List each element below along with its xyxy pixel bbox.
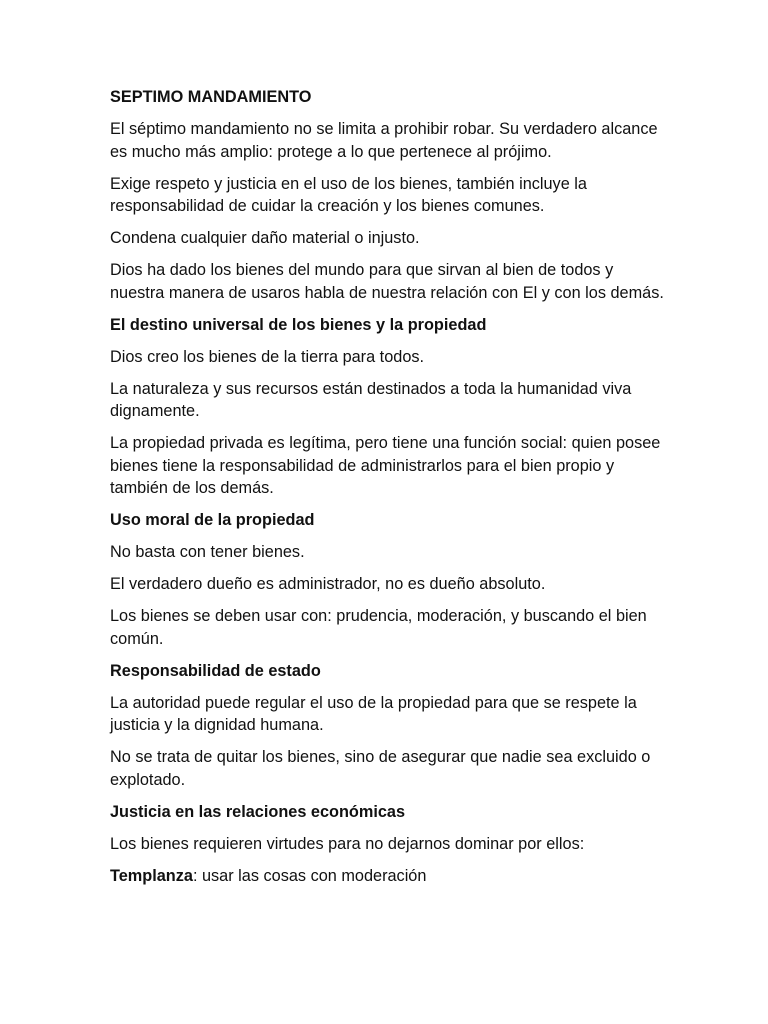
section-heading-destino-universal: El destino universal de los bienes y la propiedad xyxy=(110,315,487,334)
section-paragraph: No se trata de quitar los bienes, sino de asegurar que nadie sea excluido o explotado. xyxy=(110,748,651,789)
section-heading-justicia-economica: Justicia en las relaciones económicas xyxy=(110,802,406,821)
section-paragraph: No basta con tener bienes. xyxy=(110,543,305,561)
intro-paragraph: Exige respeto y justicia en el uso de los bienes, también incluye la responsabilidad de cuidar la creación y los bienes comunes. xyxy=(110,174,587,215)
section-paragraph: El verdadero dueño es administrador, no es dueño absoluto. xyxy=(110,575,546,593)
section-paragraph: Dios creo los bienes de la tierra para todos. xyxy=(110,347,425,366)
document-title: SEPTIMO MANDAMIENTO xyxy=(110,88,312,106)
intro-paragraph: Condena cualquier daño material o injusto. xyxy=(110,229,420,247)
section-heading-responsabilidad-estado: Responsabilidad de estado xyxy=(110,661,321,680)
intro-paragraph: El séptimo mandamiento no se limita a prohibir robar. Su verdadero alcance es mucho más amplio: protege a lo que pertenece al prójimo. xyxy=(110,120,658,161)
section-paragraph: Los bienes requieren virtudes para no dejarnos dominar por ellos: xyxy=(110,834,585,853)
section-paragraph: La naturaleza y sus recursos están destinados a toda la humanidad viva dignamente. xyxy=(110,379,632,420)
section-paragraph: Los bienes se deben usar con: prudencia, moderación, y buscando el bien común. xyxy=(110,607,647,648)
definition-term: Templanza xyxy=(110,866,193,885)
definition-text: : usar las cosas con moderación xyxy=(192,866,427,885)
section-heading-uso-moral: Uso moral de la propiedad xyxy=(110,511,315,529)
section-paragraph: La autoridad puede regular el uso de la propiedad para que se respete la justicia y la dignidad humana. xyxy=(110,693,637,734)
document-body xyxy=(110,86,670,897)
section-paragraph: La propiedad privada es legítima, pero tiene una función social: quien posee bienes tiene la responsabilidad de administrarlos para el bien propio y también de los demás. xyxy=(110,434,661,497)
definition-paragraph xyxy=(110,865,670,888)
intro-paragraph: Dios ha dado los bienes del mundo para que sirvan al bien de todos y nuestra manera de usaros habla de nuestra relación con El y con los demás. xyxy=(110,261,664,302)
